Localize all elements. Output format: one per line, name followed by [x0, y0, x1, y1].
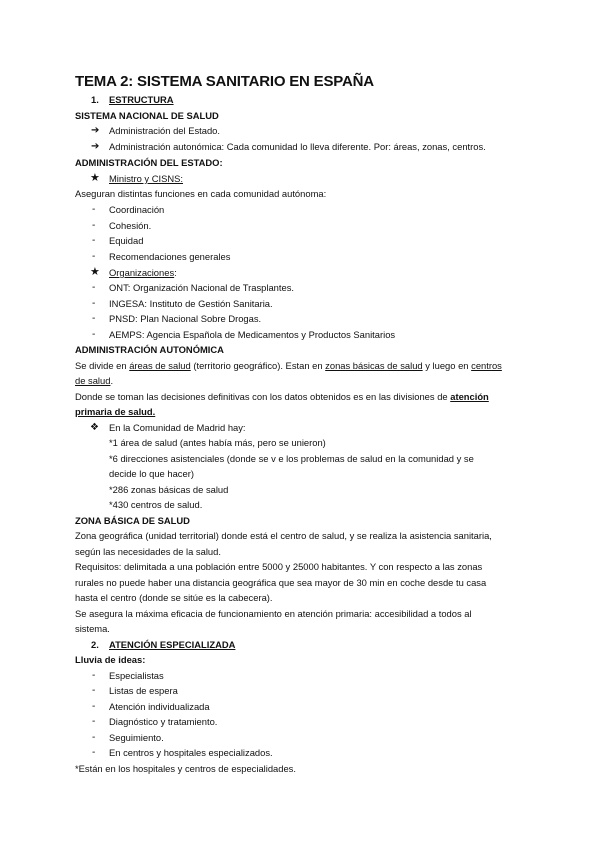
underlined-term: de salud	[75, 375, 111, 386]
subheading-zbs: ZONA BÁSICA DE SALUD	[75, 515, 190, 526]
list-item: INGESA: Instituto de Gestión Sanitaria.	[109, 298, 273, 309]
subheading-sns: SISTEMA NACIONAL DE SALUD	[75, 110, 219, 121]
subheading-brainstorm: Lluvia de ideas:	[75, 654, 146, 665]
underlined-term: zonas básicas de salud	[325, 360, 423, 371]
star-icon: ★	[90, 172, 100, 184]
list-item: ONT: Organización Nacional de Trasplantes.	[109, 282, 294, 293]
paragraph-line: sistema.	[75, 623, 110, 634]
underlined-term: centros	[471, 360, 502, 371]
underlined-term: primaria de salud.	[75, 406, 156, 417]
paragraph-line: según las necesidades de la salud.	[75, 546, 221, 557]
section-heading-atencion: ATENCIÓN ESPECIALIZADA	[109, 639, 236, 650]
list-item: decide lo que hacer)	[109, 468, 194, 479]
paragraph-line: rurales no puede haber una distancia geográfica que sea mayor de 30 min en coche desde tu casa	[75, 577, 487, 588]
paragraph-line	[75, 391, 489, 403]
dash-icon: -	[92, 670, 96, 681]
list-item: Diagnóstico y tratamiento.	[109, 716, 218, 727]
underlined-term: atención	[450, 391, 489, 402]
list-item: Especialistas	[109, 670, 164, 681]
list-item: *6 direcciones asistenciales (donde se v e los problemas de salud en la comunidad y se	[109, 453, 474, 464]
dash-icon: -	[92, 204, 96, 215]
dash-icon: -	[92, 251, 96, 262]
dash-icon: -	[92, 220, 96, 231]
list-item: Equidad	[109, 235, 144, 246]
star-icon: ★	[90, 266, 100, 278]
paragraph-line: hasta el centro (donde se sitúe es la cabecera).	[75, 592, 273, 603]
underlined-term: áreas de salud	[129, 360, 191, 371]
list-item: Coordinación	[109, 204, 165, 215]
list-item: Administración del Estado.	[109, 125, 220, 136]
list-item: PNSD: Plan Nacional Sobre Drogas.	[109, 313, 262, 324]
subheading-admin-estado: ADMINISTRACIÓN DEL ESTADO:	[75, 157, 223, 168]
arrow-icon: ➔	[91, 125, 100, 136]
dash-icon: -	[92, 313, 96, 324]
list-item: En centros y hospitales especializados.	[109, 747, 273, 758]
functions-intro: Aseguran distintas funciones en cada comunidad autónoma:	[75, 188, 327, 199]
orgs-label-line	[109, 267, 177, 279]
text-run: y luego en	[422, 360, 472, 371]
list-item: Seguimiento.	[109, 732, 164, 743]
orgs-label: Organizaciones	[109, 267, 175, 278]
paragraph-line: Requisitos: delimitada a una población entre 5000 y 25000 habitantes. Y con respecto a las zonas	[75, 561, 483, 572]
dash-icon: -	[92, 701, 96, 712]
list-item: Atención individualizada	[109, 701, 210, 712]
text-run: Se divide en	[75, 360, 130, 371]
subheading-admin-autonomica: ADMINISTRACIÓN AUTONÓMICA	[75, 344, 224, 355]
madrid-intro: En la Comunidad de Madrid hay:	[109, 422, 246, 433]
dash-icon: -	[92, 329, 96, 340]
section-number: 1.	[91, 94, 99, 105]
paragraph-line: Zona geográfica (unidad territorial) donde está el centro de salud, y se realiza la asistencia sanitaria,	[75, 530, 492, 541]
list-item: *286 zonas básicas de salud	[109, 484, 229, 495]
dash-icon: -	[92, 732, 96, 743]
list-item: AEMPS: Agencia Española de Medicamentos y Productos Sanitarios	[109, 329, 396, 340]
paragraph-line	[75, 375, 113, 387]
dash-icon: -	[92, 747, 96, 758]
diamond-icon: ❖	[90, 422, 99, 433]
dash-icon: -	[92, 298, 96, 309]
dash-icon: -	[92, 235, 96, 246]
paragraph-line: Se asegura la máxima eficacia de funcionamiento en atención primaria: accesibilidad a todos al	[75, 608, 472, 619]
arrow-icon: ➔	[91, 141, 100, 152]
section-number: 2.	[91, 639, 99, 650]
page-title: TEMA 2: SISTEMA SANITARIO EN ESPAÑA	[75, 73, 374, 90]
text-run: Donde se toman las decisiones definitivas con los datos obtenidos es en las divisiones de	[75, 391, 451, 402]
list-item: Cohesión.	[109, 220, 152, 231]
ministry-label: Ministro y CISNS:	[109, 173, 183, 184]
orgs-colon: :	[174, 267, 177, 278]
text-run: (territorio geográfico). Estan en	[190, 360, 326, 371]
list-item: Administración autonómica: Cada comunidad lo lleva diferente. Por: áreas, zonas, centros.	[109, 141, 486, 152]
section-heading-estructura: ESTRUCTURA	[109, 94, 174, 105]
list-item: *1 área de salud (antes había más, pero se unieron)	[109, 437, 326, 448]
list-item: Recomendaciones generales	[109, 251, 231, 262]
footnote: *Están en los hospitales y centros de especialidades.	[75, 763, 296, 774]
dash-icon: -	[92, 685, 96, 696]
text-run: .	[110, 375, 114, 386]
list-item: *430 centros de salud.	[109, 499, 203, 510]
list-item: Listas de espera	[109, 685, 178, 696]
paragraph-line	[75, 360, 502, 372]
dash-icon: -	[92, 282, 96, 293]
dash-icon: -	[92, 716, 96, 727]
